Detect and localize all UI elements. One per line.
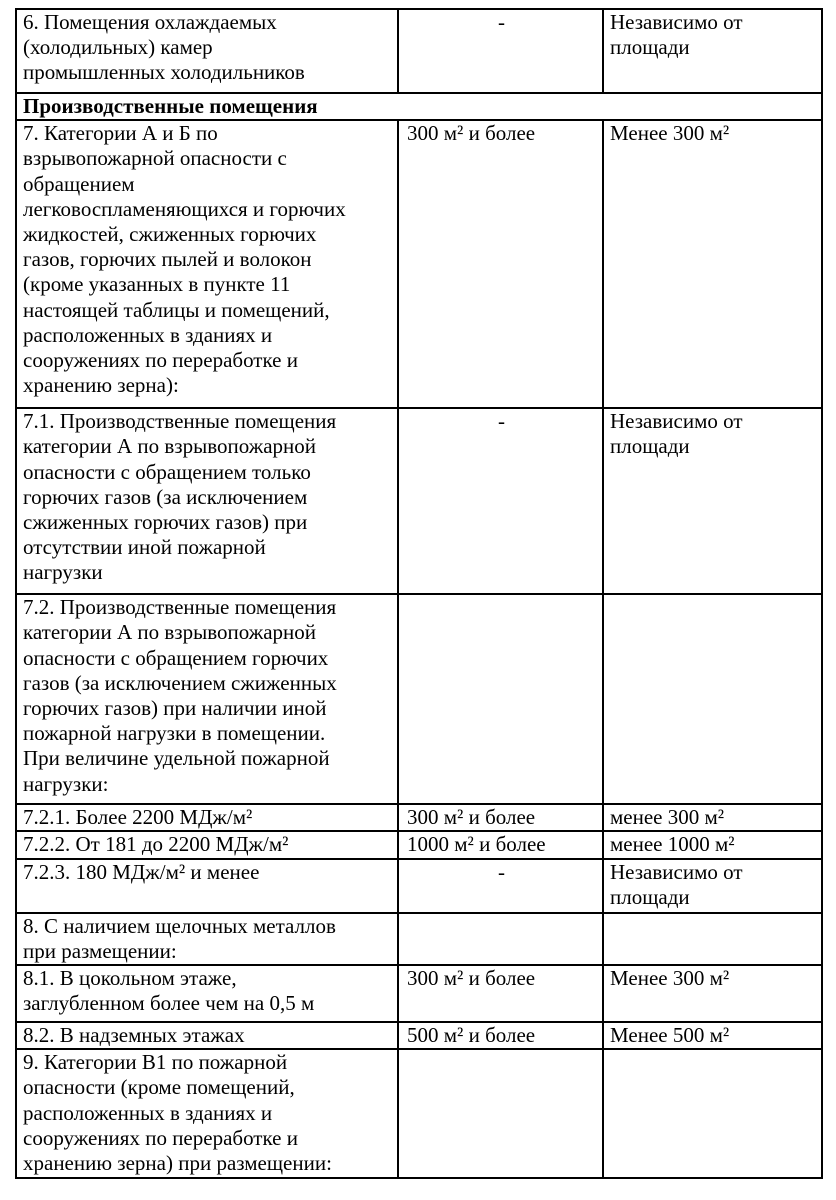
area-threshold-cell: -	[398, 859, 603, 913]
document-page	[15, 8, 821, 1192]
room-category-cell: 7.2. Производственные помещения категории А по взрывопожарной опасности с обращением горючих газов (за исключением сжиженных горючих газов) при наличии иной пожарной нагрузки в помещении. При величине удельной пожарной нагрузки:	[16, 594, 398, 804]
table-row	[16, 859, 822, 913]
area-threshold-cell	[398, 913, 603, 965]
table-row	[16, 965, 822, 1022]
area-below-threshold-cell: менее 1000 м²	[603, 831, 822, 858]
area-below-threshold-cell: Менее 300 м²	[603, 965, 822, 1022]
room-category-cell: 7.2.1. Более 2200 МДж/м²	[16, 804, 398, 831]
area-below-threshold-cell: Независимо от площади	[603, 408, 822, 594]
table-row	[16, 594, 822, 804]
room-category-cell: 7.2.2. От 181 до 2200 МДж/м²	[16, 831, 398, 858]
requirements-table	[15, 8, 823, 1179]
area-threshold-cell: -	[398, 408, 603, 594]
table-body	[16, 9, 822, 1178]
area-below-threshold-cell	[603, 1049, 822, 1178]
area-threshold-cell: 300 м² и более	[398, 120, 603, 408]
room-category-cell: 7.1. Производственные помещения категории А по взрывопожарной опасности с обращением только горючих газов (за исключением сжиженных горючих газов) при отсутствии иной пожарной нагрузки	[16, 408, 398, 594]
area-below-threshold-cell: Менее 300 м²	[603, 120, 822, 408]
room-category-cell: 7. Категории А и Б по взрывопожарной опасности с обращением легковоспламеняющихся и горючих жидкостей, сжиженных горючих газов, горючих пылей и волокон (кроме указанных в пункте 11 настоящей таблицы и помещений, расположенных в зданиях и сооружениях по переработке и хранению зерна):	[16, 120, 398, 408]
area-threshold-cell: 300 м² и более	[398, 965, 603, 1022]
area-threshold-cell: 500 м² и более	[398, 1022, 603, 1049]
table-row	[16, 913, 822, 965]
section-heading: Производственные помещения	[16, 93, 822, 120]
room-category-cell: 8. С наличием щелочных металлов при размещении:	[16, 913, 398, 965]
table-row	[16, 408, 822, 594]
room-category-cell: 8.1. В цокольном этаже, заглубленном более чем на 0,5 м	[16, 965, 398, 1022]
area-threshold-cell: -	[398, 9, 603, 93]
area-threshold-cell: 1000 м² и более	[398, 831, 603, 858]
area-threshold-cell: 300 м² и более	[398, 804, 603, 831]
table-row	[16, 1049, 822, 1178]
area-below-threshold-cell	[603, 913, 822, 965]
area-below-threshold-cell: Независимо от площади	[603, 9, 822, 93]
table-row	[16, 120, 822, 408]
area-threshold-cell	[398, 594, 603, 804]
room-category-cell: 9. Категории В1 по пожарной опасности (кроме помещений, расположенных в зданиях и сооружениях по переработке и хранению зерна) при размещении:	[16, 1049, 398, 1178]
table-row	[16, 831, 822, 858]
area-below-threshold-cell	[603, 594, 822, 804]
area-threshold-cell	[398, 1049, 603, 1178]
area-below-threshold-cell: Менее 500 м²	[603, 1022, 822, 1049]
table-row	[16, 1022, 822, 1049]
room-category-cell: 8.2. В надземных этажах	[16, 1022, 398, 1049]
room-category-cell: 7.2.3. 180 МДж/м² и менее	[16, 859, 398, 913]
table-row	[16, 804, 822, 831]
area-below-threshold-cell: Независимо от площади	[603, 859, 822, 913]
area-below-threshold-cell: менее 300 м²	[603, 804, 822, 831]
section-row	[16, 93, 822, 120]
table-row	[16, 9, 822, 93]
room-category-cell: 6. Помещения охлаждаемых (холодильных) камер промышленных холодильников	[16, 9, 398, 93]
